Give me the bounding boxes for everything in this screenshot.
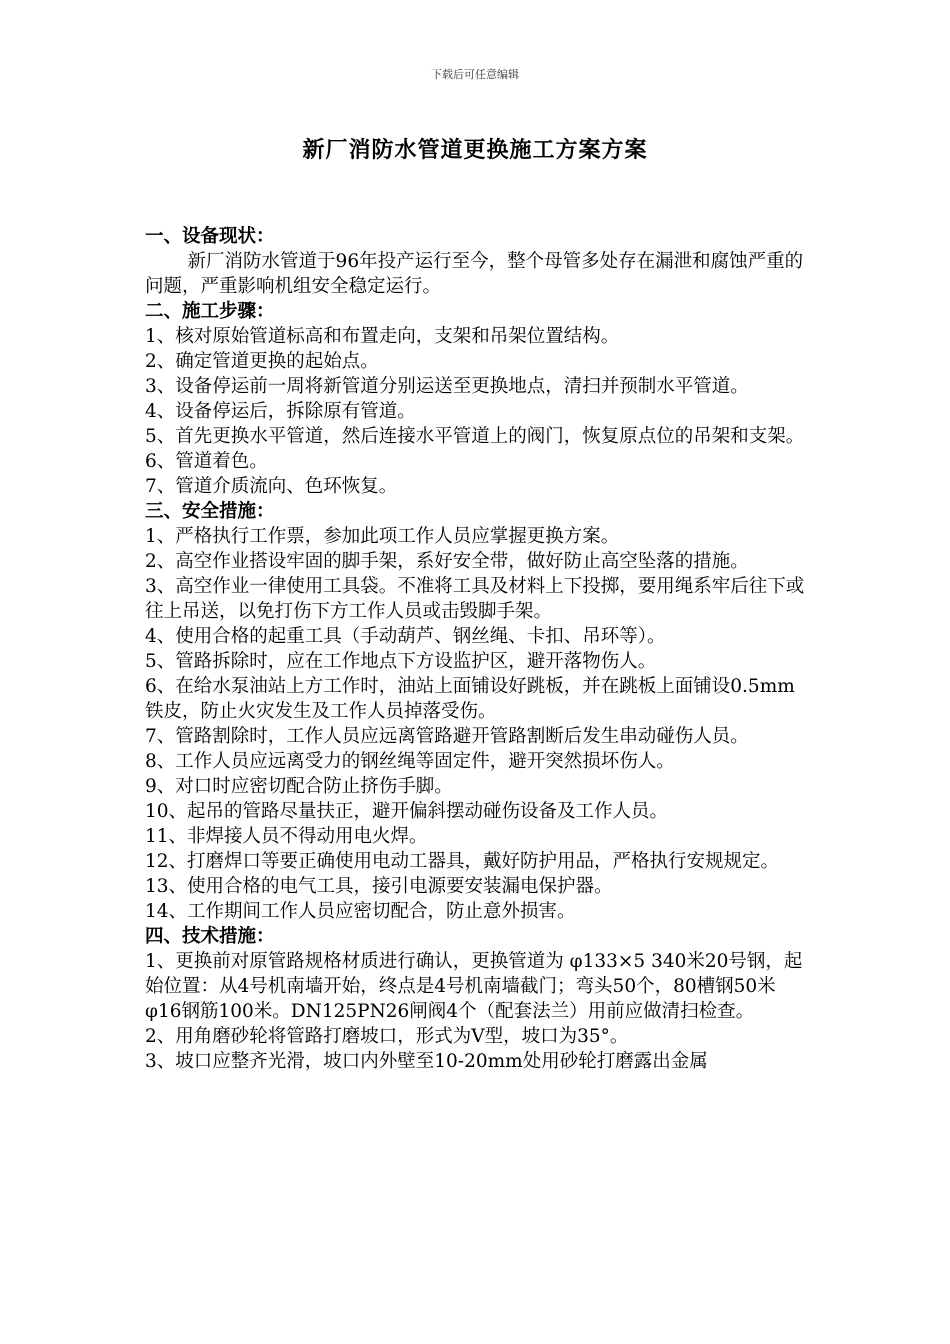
- list-item: 10、起吊的管路尽量扶正，避开偏斜摆动碰伤设备及工作人员。: [145, 801, 669, 822]
- list-item: 1、核对原始管道标高和布置走向，支架和吊架位置结构。: [145, 326, 620, 347]
- document-title: 新厂消防水管道更换施工方案方案: [302, 138, 648, 163]
- section-heading-steps: 二、施工步骤：: [145, 301, 275, 322]
- list-item: 4、设备停运后，拆除原有管道。: [145, 401, 416, 422]
- section-heading-safety: 三、安全措施：: [145, 501, 275, 522]
- section-heading-technical: 四、技术措施：: [145, 926, 275, 947]
- list-item: 5、首先更换水平管道，然后连接水平管道上的阀门，恢复原点位的吊架和支架。: [145, 426, 805, 447]
- list-item: 14、工作期间工作人员应密切配合，防止意外损害。: [145, 901, 576, 922]
- list-item: 1、更换前对原管路规格材质进行确认，更换管道为 φ133×5 340米20号钢，起始位置：从4号机南墙开始，终点是4号机南墙截门；弯头50个，80槽钢50米 φ16钢筋100米。DN125PN26闸阀4个（配套法兰）用前应做清扫检查。: [145, 951, 803, 1022]
- list-item: 7、管路割除时，工作人员应远离管路避开管路割断后发生串动碰伤人员。: [145, 726, 749, 747]
- list-item: 5、管路拆除时，应在工作地点下方设监护区，避开落物伤人。: [145, 651, 657, 672]
- list-item: 1、严格执行工作票，参加此项工作人员应掌握更换方案。: [145, 526, 620, 547]
- document-body: [145, 224, 810, 1074]
- list-item: 2、高空作业搭设牢固的脚手架，系好安全带，做好防止高空坠落的措施。: [145, 551, 749, 572]
- list-item: 2、用角磨砂轮将管路打磨坡口，形式为V型，坡口为35°。: [145, 1026, 629, 1047]
- list-item: 8、工作人员应远离受力的钢丝绳等固定件，避开突然损坏伤人。: [145, 751, 675, 772]
- list-item: 12、打磨焊口等要正确使用电动工器具，戴好防护用品，严格执行安规规定。: [145, 851, 780, 872]
- section-heading-status: 一、设备现状：: [145, 226, 275, 247]
- list-item: 6、管道着色。: [145, 451, 268, 472]
- list-item: 11、非焊接人员不得动用电火焊。: [145, 826, 428, 847]
- header-note: 下载后可任意编辑: [431, 68, 519, 81]
- list-item: 7、管道介质流向、色环恢复。: [145, 476, 398, 497]
- list-item: 3、高空作业一律使用工具袋。不准将工具及材料上下投掷，要用绳系牢后往下或往上吊送，以免打伤下方工作人员或击毁脚手架。: [145, 576, 805, 622]
- list-item: 9、对口时应密切配合防止挤伤手脚。: [145, 776, 453, 797]
- list-item: 6、在给水泵油站上方工作时，油站上面铺设好跳板，并在跳板上面铺设0.5mm铁皮，防止火灾发生及工作人员掉落受伤。: [145, 676, 795, 722]
- paragraph: 新厂消防水管道于96年投产运行至今，整个母管多处存在漏泄和腐蚀严重的问题，严重影响机组安全稳定运行。: [145, 251, 804, 297]
- list-item: 13、使用合格的电气工具，接引电源要安装漏电保护器。: [145, 876, 613, 897]
- list-item: 4、使用合格的起重工具（手动葫芦、钢丝绳、卡扣、吊环等）。: [145, 626, 666, 647]
- list-item: 3、坡口应整齐光滑，坡口内外壁至10-20mm处用砂轮打磨露出金属: [145, 1051, 708, 1072]
- list-item: 3、设备停运前一周将新管道分别运送至更换地点，清扫并预制水平管道。: [145, 376, 749, 397]
- list-item: 2、确定管道更换的起始点。: [145, 351, 379, 372]
